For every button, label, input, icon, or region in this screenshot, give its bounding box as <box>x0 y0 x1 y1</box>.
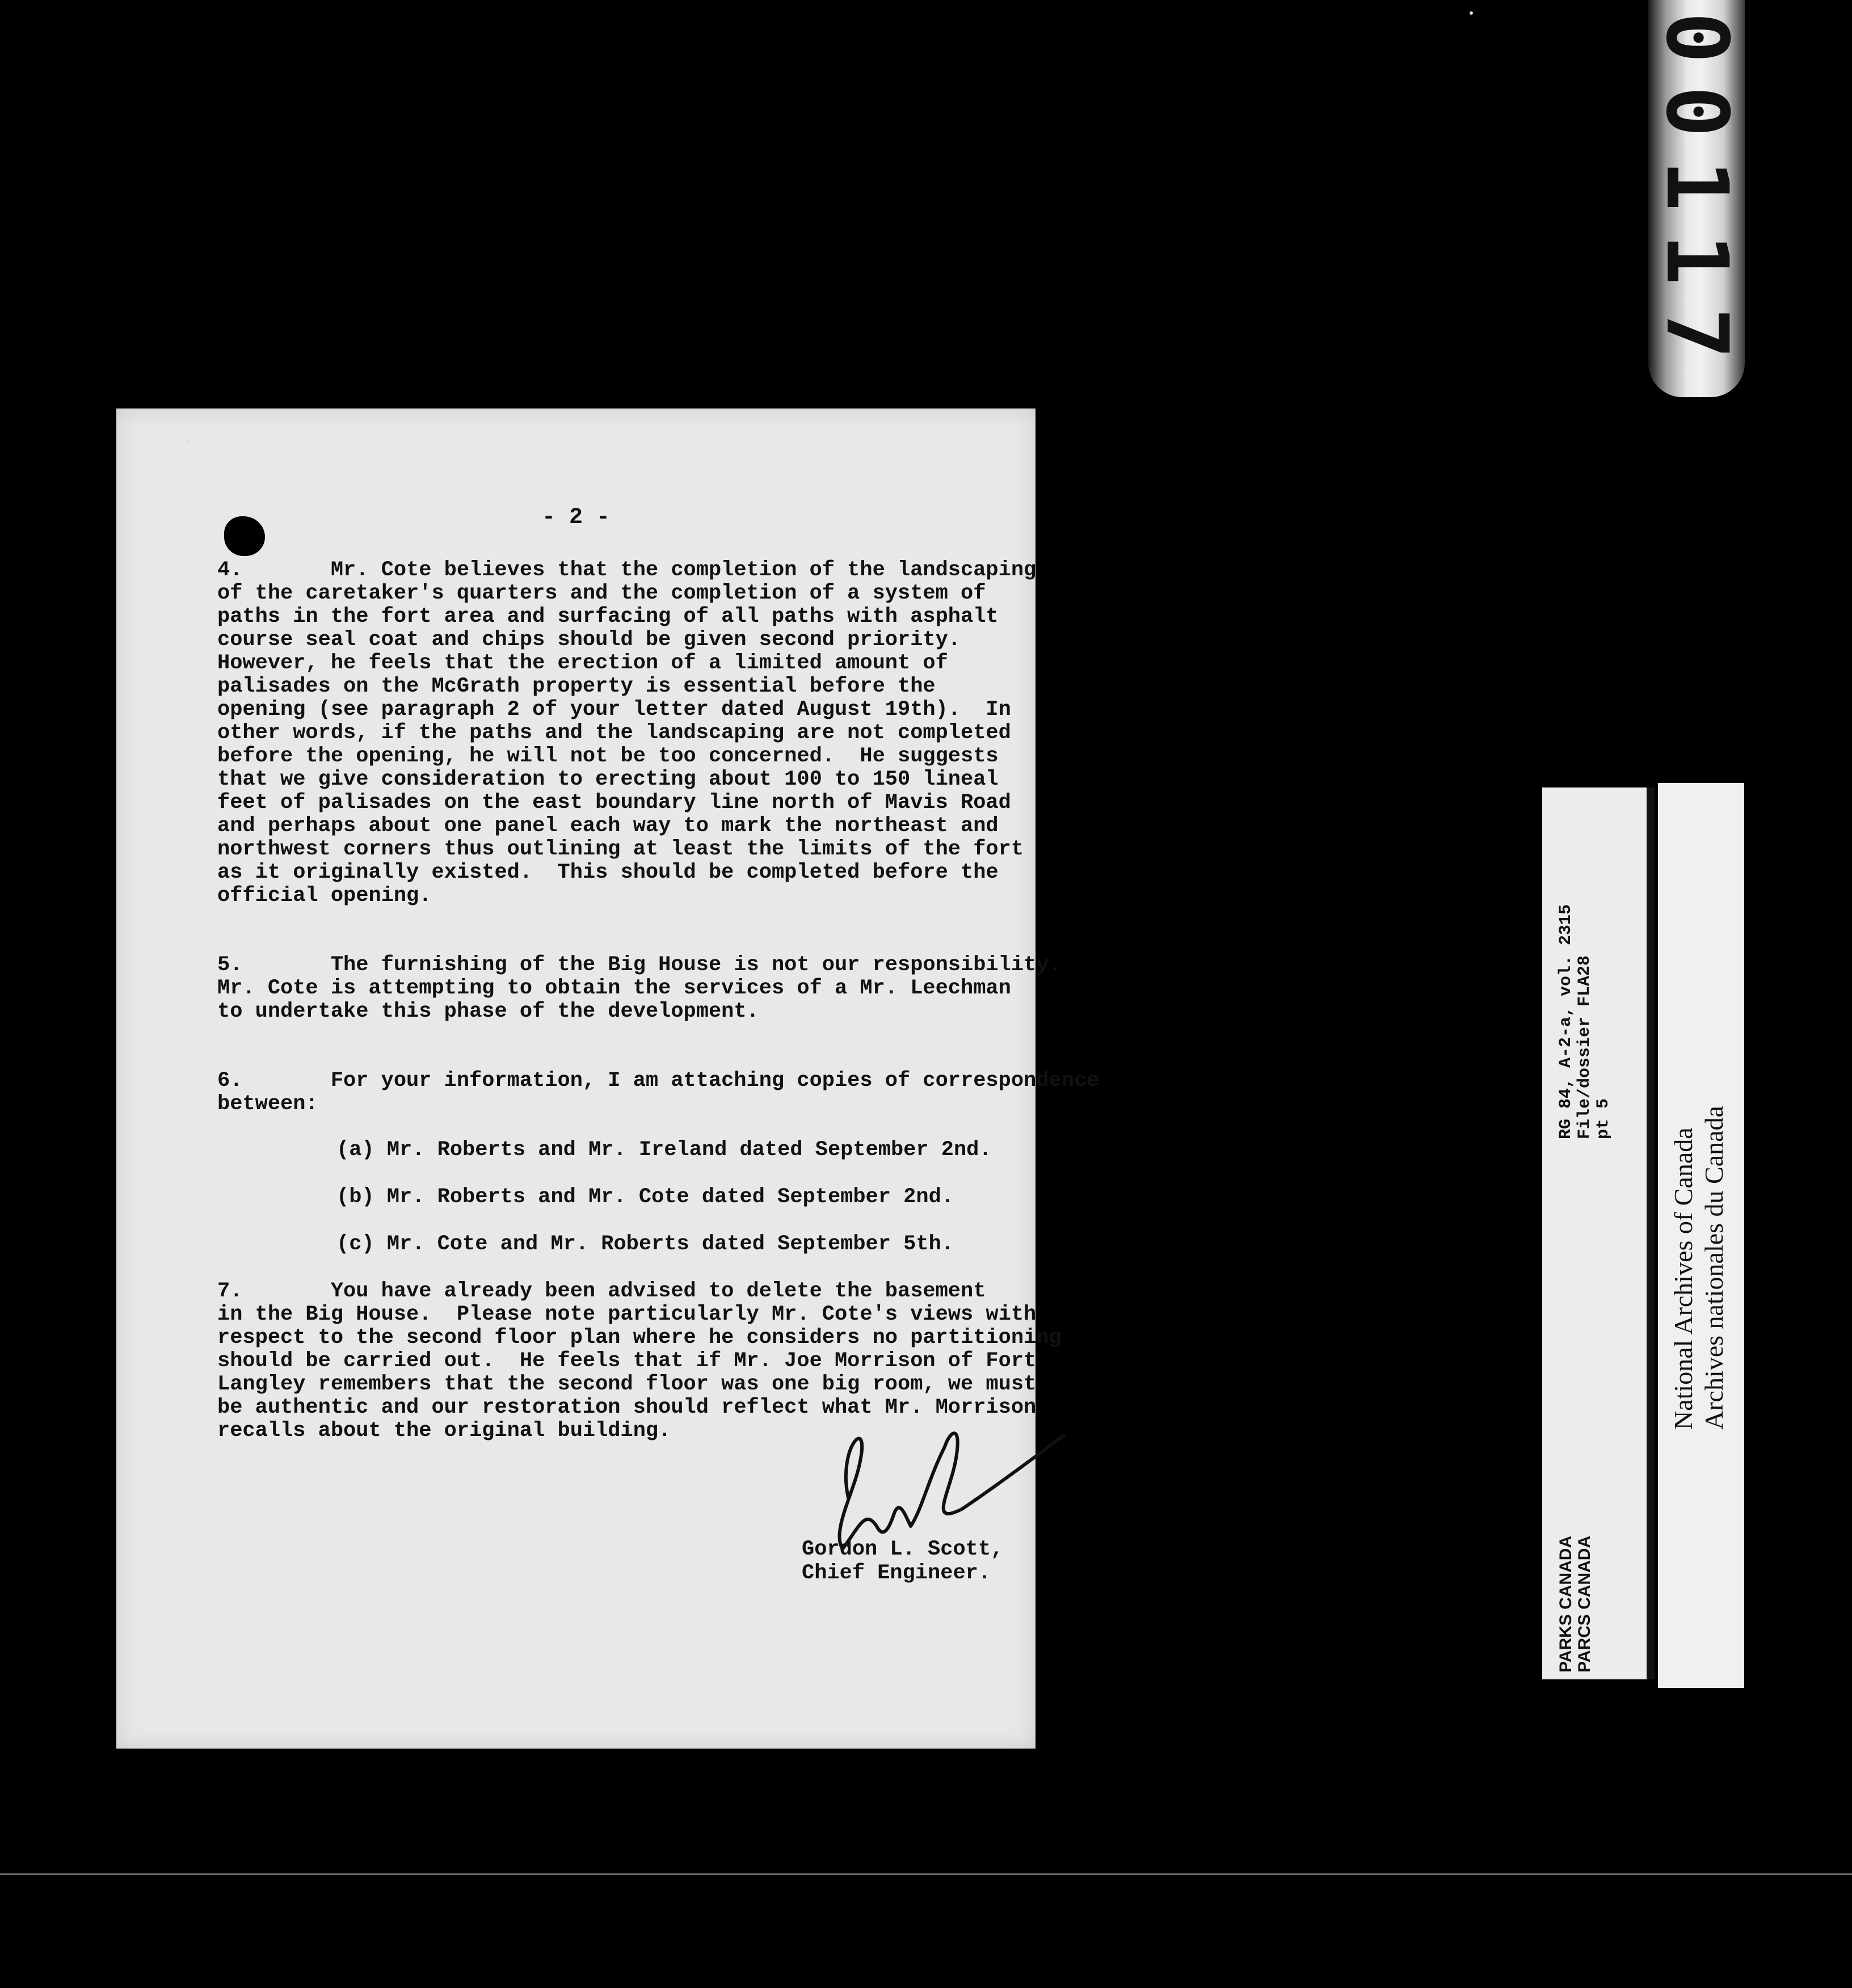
text-line: respect to the second floor plan where he considers no partitioning <box>217 1326 1062 1350</box>
list-item: (b) Mr. Roberts and Mr. Cote dated September 2nd. <box>336 1185 954 1209</box>
archives-name-fr: Archives nationales du Canada <box>1699 1106 1728 1430</box>
text-line: other words, if the paths and the landscaping are not completed <box>217 721 1011 745</box>
text-line: paths in the fort area and surfacing of all paths with asphalt <box>217 605 999 629</box>
letter-body <box>217 558 1100 1489</box>
list-item: (a) Mr. Roberts and Mr. Ireland dated September 2nd. <box>336 1138 992 1162</box>
text-line: Mr. Cote is attempting to obtain the services of a Mr. Leechman <box>217 976 1011 1000</box>
text-line: of the caretaker's quarters and the completion of a system of <box>217 582 986 605</box>
text-line: feet of palisades on the east boundary line north of Mavis Road <box>217 791 1011 815</box>
text-line: northwest corners thus outlining at least the limits of the fort <box>217 837 1024 861</box>
page-number: - 2 - <box>541 505 611 530</box>
parks-canada-text: PARKS CANADA <box>1556 1535 1575 1673</box>
text-line: that we give consideration to erecting about 100 to 150 lineal <box>217 768 999 791</box>
document-page <box>116 408 1100 1749</box>
national-archives-label <box>1658 783 1744 1688</box>
archives-name-en: National Archives of Canada <box>1669 1127 1698 1430</box>
film-speck <box>187 440 191 443</box>
list-item: (c) Mr. Cote and Mr. Roberts dated September 5th. <box>336 1232 954 1256</box>
text-line: between: <box>217 1092 318 1116</box>
text-line: be authentic and our restoration should reflect what Mr. Morrison <box>217 1396 1037 1420</box>
text-line: course seal coat and chips should be given second priority. <box>217 628 961 652</box>
text-line: 6. For your information, I am attaching copies of correspondence <box>217 1069 1100 1093</box>
text-line: palisades on the McGrath property is essential before the <box>217 675 936 698</box>
text-line: 4. Mr. Cote believes that the completion of the landscaping <box>217 558 1037 582</box>
file-dossier-reference: File/dossier FLA28 <box>1575 955 1594 1139</box>
text-line: in the Big House. Please note particularly Mr. Cote's views with <box>217 1303 1037 1326</box>
text-line: recalls about the original building. <box>217 1419 671 1443</box>
handwritten-signature <box>826 1413 1166 1555</box>
film-speck <box>145 487 148 490</box>
film-speck <box>1470 11 1473 15</box>
paragraph-5 <box>217 953 1062 1024</box>
paragraph-4 <box>217 558 1037 908</box>
archive-reference-label <box>1542 787 1652 1679</box>
text-line: before the opening, he will not be too concerned. He suggests <box>217 744 999 768</box>
signer-title: Chief Engineer. <box>802 1561 991 1585</box>
frame-number-strip <box>1648 0 1745 397</box>
correspondence-list <box>217 1139 1023 1256</box>
text-line: opening (see paragraph 2 of your letter dated August 19th). In <box>217 698 1011 722</box>
label-divider <box>1647 787 1655 1679</box>
text-line: 5. The furnishing of the Big House is not our responsibility. <box>217 953 1062 977</box>
signer-name: Gordon L. Scott, <box>802 1538 1004 1561</box>
text-line: However, he feels that the erection of a limited amount of <box>217 651 948 675</box>
text-line: official opening. <box>217 884 432 908</box>
text-line: and perhaps about one panel each way to mark the northeast and <box>217 814 999 838</box>
part-reference: pt 5 <box>1594 1098 1613 1139</box>
text-line: should be carried out. He feels that if Mr. Joe Morrison of Fort <box>217 1349 1037 1373</box>
text-line: 7. You have already been advised to delete the basement <box>217 1279 986 1303</box>
signature-block <box>802 1538 1003 1585</box>
frame-number: 00117 <box>1647 12 1746 382</box>
paragraph-6 <box>217 1069 1100 1116</box>
text-line: Langley remembers that the second floor was one big room, we must <box>217 1372 1037 1396</box>
text-line: to undertake this phase of the development. <box>217 1000 759 1024</box>
parcs-canada-text: PARCS CANADA <box>1575 1535 1594 1673</box>
text-line: as it originally existed. This should be completed before the <box>217 861 999 885</box>
record-group-reference: RG 84, A-2-a, vol. 2315 <box>1556 904 1576 1139</box>
film-edge-line <box>0 1873 1852 1875</box>
